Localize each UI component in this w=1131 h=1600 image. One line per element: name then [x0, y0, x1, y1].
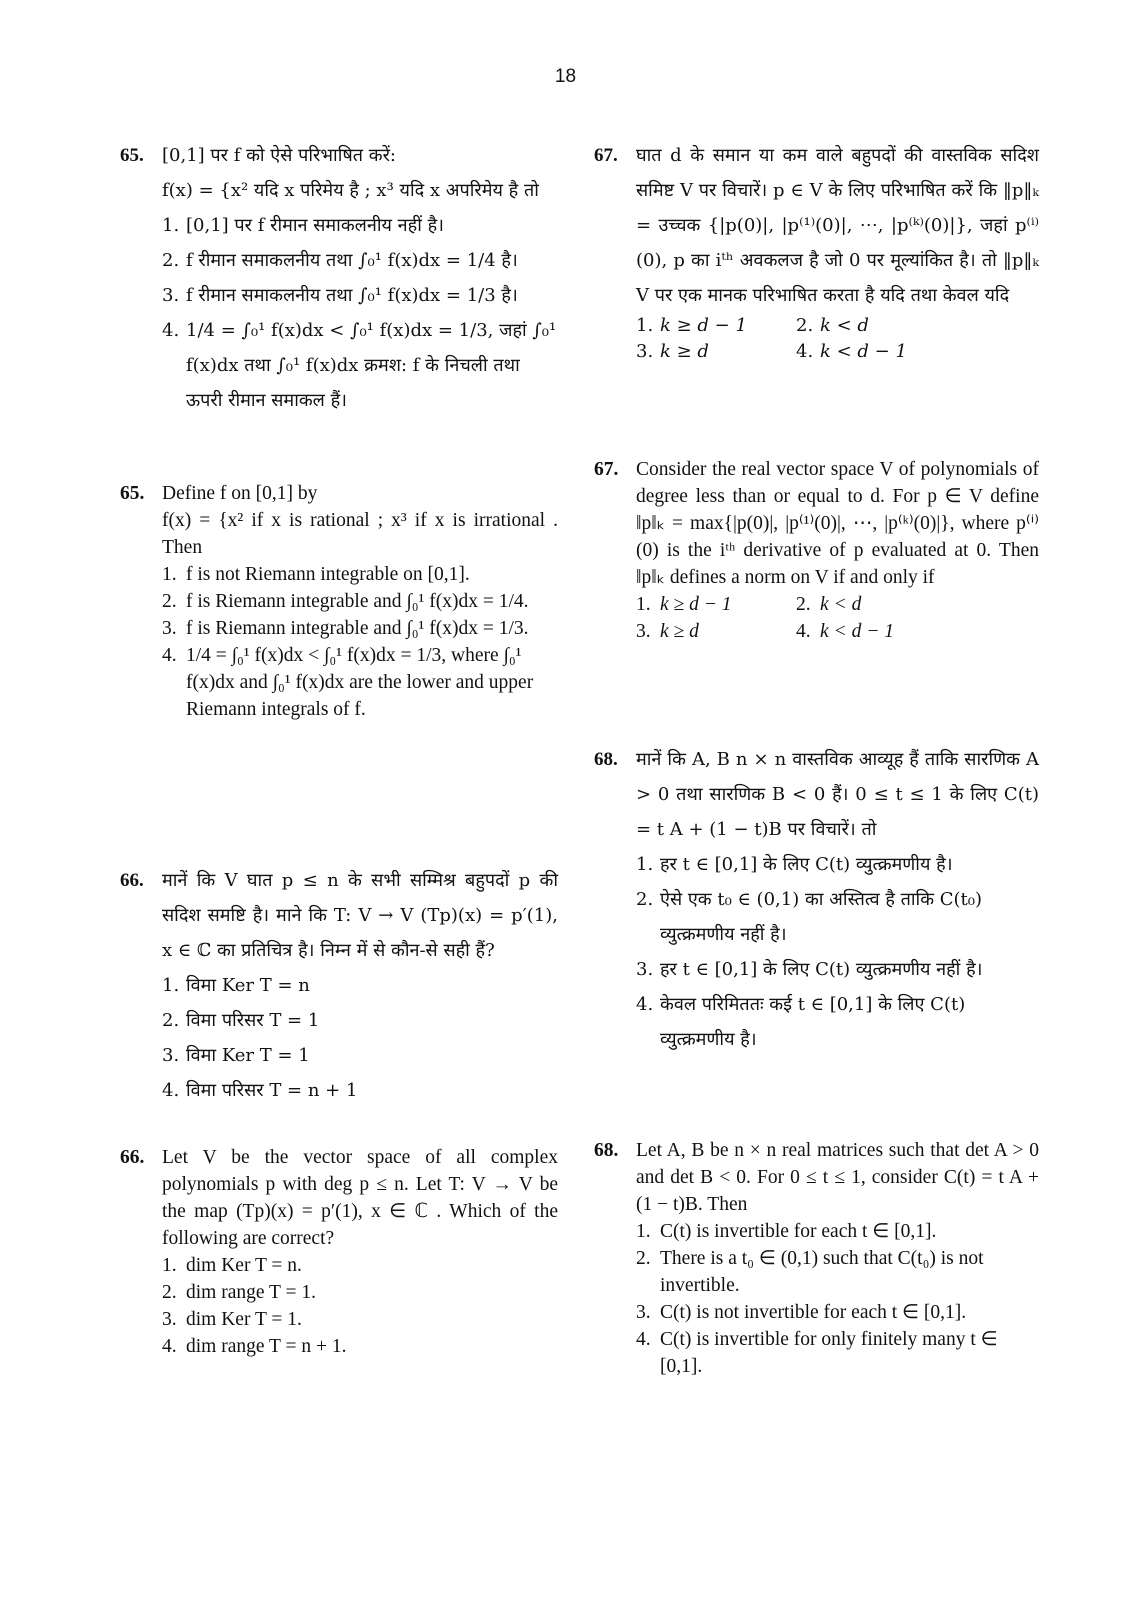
option-1: 1. dim Ker T = n.: [162, 1255, 302, 1276]
question-stem: Consider the real vector space V of polynomials of degree less than or equal to d. For p ∈ V define ‖p‖ₖ = max{|p(0)|, |p⁽¹⁾(0)|, ⋯, |p⁽ᵏ⁾(0)|}, where p⁽ⁱ⁾(0) is the iᵗʰ derivative of p evaluated at 0. Then ‖p‖ₖ defines a norm on V if and only if: [636, 459, 1039, 588]
option-3: 3. k ≥ d: [636, 341, 709, 362]
option-1: 1. C(t) is invertible for each t ∈ [0,1].: [636, 1221, 937, 1242]
option-4: 4. k < d − 1: [796, 621, 894, 642]
option-1: 1. [0,1] पर f रीमान समाकलनीय नहीं है।: [162, 215, 444, 236]
question-stem: मानें कि A, B n × n वास्तविक आव्यूह हैं ताकि सारणिक A > 0 तथा सारणिक B < 0 हैं। 0 ≤ t ≤ 1 के लिए C(t) = t A + (1 − t)B पर विचारें। तो: [636, 749, 1039, 840]
question-number: 68.: [594, 1140, 619, 1161]
option-4: 4. C(t) is invertible for only finitely many t ∈ [0,1].: [636, 1329, 998, 1377]
question-67-hindi: [594, 138, 1039, 456]
question-stem: Let A, B be n × n real matrices such that det A > 0 and det B < 0. For 0 ≤ t ≤ 1, consider C(t) = t A + (1 − t)B. Then: [636, 1140, 1039, 1215]
question-stem: Define f on [0,1] by f(x) = {x² if x is rational ; x³ if x is irrational . Then: [162, 483, 558, 558]
question-stem: [0,1] पर f को ऐसे परिभाषित करें: f(x) = {x² यदि x परिमेय है ; x³ यदि x अपरिमेय है तो: [162, 145, 539, 201]
option-3: 3. f रीमान समाकलनीय तथा ∫₀¹ f(x)dx = 1/3 है।: [162, 285, 518, 306]
option-2: 2. k < d: [796, 315, 869, 336]
option-3: 3. हर t ∈ [0,1] के लिए C(t) व्युत्क्रमणीय नहीं है।: [636, 959, 983, 980]
option-1: 1. हर t ∈ [0,1] के लिए C(t) व्युत्क्रमणीय है।: [636, 854, 953, 875]
question-65-english: [120, 480, 558, 863]
right-column: [594, 138, 1039, 1380]
option-2: 2. k < d: [796, 594, 862, 615]
option-3: 3. विमा Ker T = 1: [162, 1045, 310, 1066]
question-stem: Let V be the vector space of all complex polynomials p with deg p ≤ n. Let T: V → V be the map (Tp)(x) = p′(1), x ∈ ℂ . Which of the following are correct?: [162, 1147, 558, 1249]
left-column: [120, 138, 558, 1360]
option-3: 3. C(t) is not invertible for each t ∈ [0,1].: [636, 1302, 967, 1323]
question-number: 65.: [120, 483, 145, 504]
options-grid: [636, 591, 1039, 645]
question-number: 65.: [120, 145, 144, 166]
option-3: 3. k ≥ d: [636, 621, 699, 642]
option-2: 2. विमा परिसर T = 1: [162, 1010, 320, 1031]
option-2: 2. dim range T = 1.: [162, 1282, 316, 1303]
option-4: 4. dim range T = n + 1.: [162, 1336, 347, 1357]
option-3: 3. f is Riemann integrable and ∫₀¹ f(x)dx = 1/3.: [162, 618, 529, 639]
option-4: 4. k < d − 1: [796, 341, 907, 362]
option-3: 3. dim Ker T = 1.: [162, 1309, 302, 1330]
question-number: 68.: [594, 749, 618, 770]
page-number: 18: [554, 66, 577, 87]
question-68-hindi: [594, 742, 1039, 1137]
options-grid: [636, 313, 1039, 365]
option-2: 2. f is Riemann integrable and ∫₀¹ f(x)dx = 1/4.: [162, 591, 529, 612]
option-1: 1. k ≥ d − 1: [636, 594, 732, 615]
option-1: 1. विमा Ker T = n: [162, 975, 310, 996]
question-65-hindi: [120, 138, 558, 480]
option-1: 1. f is not Riemann integrable on [0,1].: [162, 564, 470, 585]
option-4: 4. 1/4 = ∫₀¹ f(x)dx < ∫₀¹ f(x)dx = 1/3, जहां ∫₀¹ f(x)dx तथा ∫₀¹ f(x)dx क्रमश: f के निचली तथा ऊपरी रीमान समाकल हैं।: [162, 320, 557, 411]
question-number: 67.: [594, 145, 618, 166]
question-68-english: [594, 1137, 1039, 1380]
option-4: 4. विमा परिसर T = n + 1: [162, 1080, 358, 1101]
question-number: 66.: [120, 1147, 145, 1168]
option-1: 1. k ≥ d − 1: [636, 315, 747, 336]
option-4: 4. 1/4 = ∫₀¹ f(x)dx < ∫₀¹ f(x)dx = 1/3, where ∫₀¹ f(x)dx and ∫₀¹ f(x)dx are the lower and upper Riemann integrals of f.: [162, 645, 534, 720]
question-stem: घात d के समान या कम वाले बहुपदों की वास्तविक सदिश समिष्ट V पर विचारें। p ∈ V के लिए परिभाषित करें कि ‖p‖ₖ = उच्चक {|p(0)|, |p⁽¹⁾(0)|, ⋯, |p⁽ᵏ⁾(0)|}, जहां p⁽ⁱ⁾(0), p का iᵗʰ अवकलज है जो 0 पर मूल्यांकित है। तो ‖p‖ₖ V पर एक मानक परिभाषित करता है यदि तथा केवल यदि: [636, 145, 1039, 306]
option-2: 2. There is a t₀ ∈ (0,1) such that C(t₀) is not invertible.: [636, 1248, 984, 1296]
option-2: 2. ऐसे एक t₀ ∈ (0,1) का अस्तित्व है ताकि C(t₀) व्युत्क्रमणीय नहीं है।: [636, 889, 983, 945]
question-67-english: [594, 456, 1039, 742]
option-4: 4. केवल परिमिततः कई t ∈ [0,1] के लिए C(t) व्युत्क्रमणीय है।: [636, 994, 966, 1050]
option-2: 2. f रीमान समाकलनीय तथा ∫₀¹ f(x)dx = 1/4 है।: [162, 250, 518, 271]
question-stem: मानें कि V घात p ≤ n के सभी सम्मिश्र बहुपदों p की सदिश समष्टि है। माने कि T: V → V (Tp)(x) = p′(1), x ∈ ℂ का प्रतिचित्र है। निम्न में से कौन-से सही हैं?: [162, 870, 558, 961]
question-66-hindi: [120, 863, 558, 1144]
question-number: 66.: [120, 870, 144, 891]
question-number: 67.: [594, 459, 619, 480]
question-66-english: [120, 1144, 558, 1360]
